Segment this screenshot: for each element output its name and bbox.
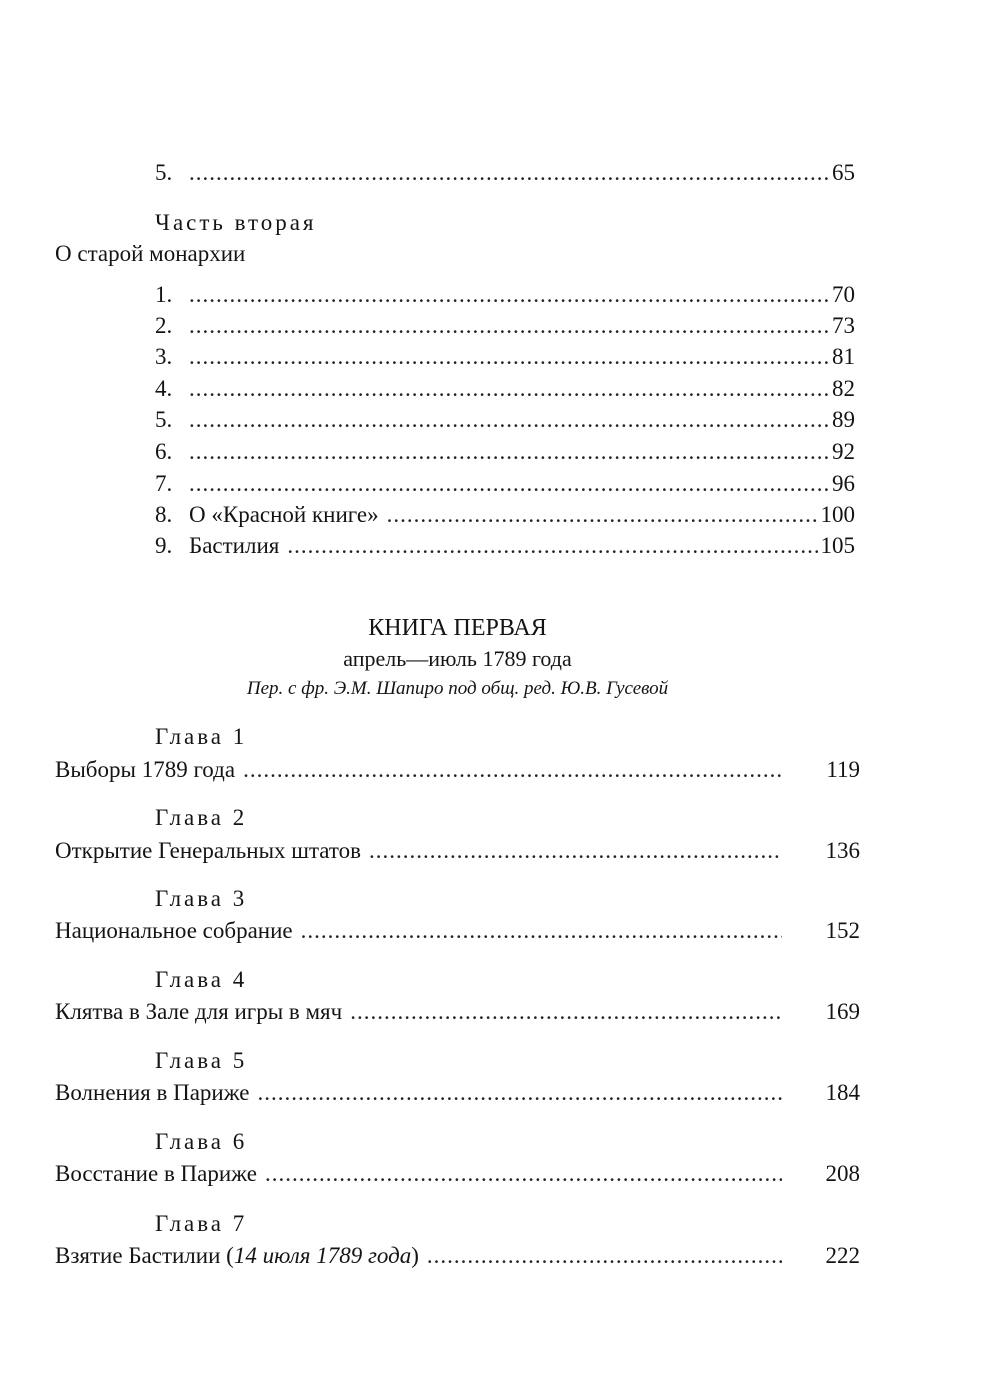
chapter-title: Взятие Бастилии (14 июля 1789 года) (55, 1243, 419, 1268)
chapter-entry (55, 1159, 860, 1189)
entry-page: 100 (820, 502, 855, 527)
chapter-label: Глава 7 (155, 1211, 248, 1236)
toc-entry (155, 311, 855, 341)
dot-leader (387, 500, 818, 530)
chapter-label: Глава 3 (155, 886, 248, 911)
entry-page: 65 (832, 160, 855, 185)
chapter-label: Глава 4 (155, 967, 248, 992)
dot-leader (189, 469, 829, 499)
entry-page: 92 (832, 439, 855, 464)
entry-title: О «Красной книге» (189, 502, 379, 527)
chapter-label: Глава 6 (155, 1129, 248, 1154)
entry-number: 7. (155, 471, 173, 496)
entry-page: 81 (832, 344, 855, 369)
dot-leader (258, 1078, 782, 1108)
book-dates: апрель—июль 1789 года (343, 646, 572, 671)
entry-page: 89 (832, 407, 855, 432)
entry-number: 5. (155, 407, 173, 432)
entry-page: 70 (832, 282, 855, 307)
toc-entry (155, 500, 855, 530)
chapter-title: Выборы 1789 года (55, 757, 236, 782)
chapter-page: 208 (825, 1161, 860, 1186)
dot-leader (189, 342, 829, 372)
entry-page: 82 (832, 376, 855, 401)
chapter-title-date: 14 июля 1789 года (233, 1243, 412, 1268)
entry-title: Бастилия (189, 533, 280, 558)
toc-entry (155, 469, 855, 499)
toc-entry (155, 437, 855, 467)
chapter-page: 119 (826, 757, 860, 782)
chapter-title: Национальное собрание (55, 918, 293, 943)
chapter-page: 152 (825, 918, 860, 943)
dot-leader (369, 836, 782, 866)
dot-leader (265, 1159, 782, 1189)
dot-leader (189, 374, 829, 404)
chapter-entry (55, 836, 860, 866)
part-subheading: О старой монархии (55, 241, 246, 266)
dot-leader (427, 1241, 782, 1271)
entry-number: 4. (155, 376, 173, 401)
dot-leader (189, 437, 829, 467)
toc-entry (155, 158, 855, 188)
chapter-label: Глава 2 (155, 805, 248, 830)
book-heading: КНИГА ПЕРВАЯ (368, 615, 547, 641)
chapter-title: Восстание в Париже (55, 1161, 257, 1186)
entry-page: 96 (832, 471, 855, 496)
chapter-entry (55, 755, 860, 785)
chapter-page: 136 (825, 838, 860, 863)
chapter-page: 169 (825, 999, 860, 1024)
dot-leader (243, 755, 782, 785)
dot-leader (189, 158, 829, 188)
chapter-entry (55, 916, 860, 946)
entry-page: 73 (832, 313, 855, 338)
entry-page: 105 (820, 533, 855, 558)
part-heading: Часть вторая (155, 210, 317, 235)
toc-entry (155, 405, 855, 435)
entry-number: 2. (155, 313, 173, 338)
toc-entry (155, 374, 855, 404)
toc-entry (155, 280, 855, 310)
chapter-entry (55, 1078, 860, 1108)
entry-number: 9. (155, 533, 173, 558)
entry-number: 6. (155, 439, 173, 464)
chapter-page: 184 (825, 1080, 860, 1105)
chapter-page: 222 (825, 1243, 860, 1268)
toc-entry (155, 342, 855, 372)
dot-leader (189, 405, 829, 435)
chapter-title: Клятва в Зале для игры в мяч (55, 999, 343, 1024)
dot-leader (287, 531, 817, 561)
toc-entry (155, 531, 855, 561)
chapter-title: Открытие Генеральных штатов (55, 838, 362, 863)
entry-number: 1. (155, 282, 173, 307)
chapter-label: Глава 1 (155, 724, 248, 749)
entry-number: 5. (155, 160, 173, 185)
chapter-title-main: Взятие Бастилии (55, 1243, 221, 1268)
entry-number: 8. (155, 502, 173, 527)
dot-leader (301, 916, 782, 946)
chapter-title: Волнения в Париже (55, 1080, 250, 1105)
dot-leader (189, 311, 829, 341)
chapter-label: Глава 5 (155, 1048, 248, 1073)
translator-credit: Пер. с фр. Э.М. Шапиро под общ. ред. Ю.В. Гусевой (246, 678, 669, 699)
dot-leader (189, 280, 829, 310)
entry-number: 3. (155, 344, 173, 369)
dot-leader (350, 997, 782, 1027)
chapter-entry (55, 1241, 860, 1271)
chapter-entry (55, 997, 860, 1027)
